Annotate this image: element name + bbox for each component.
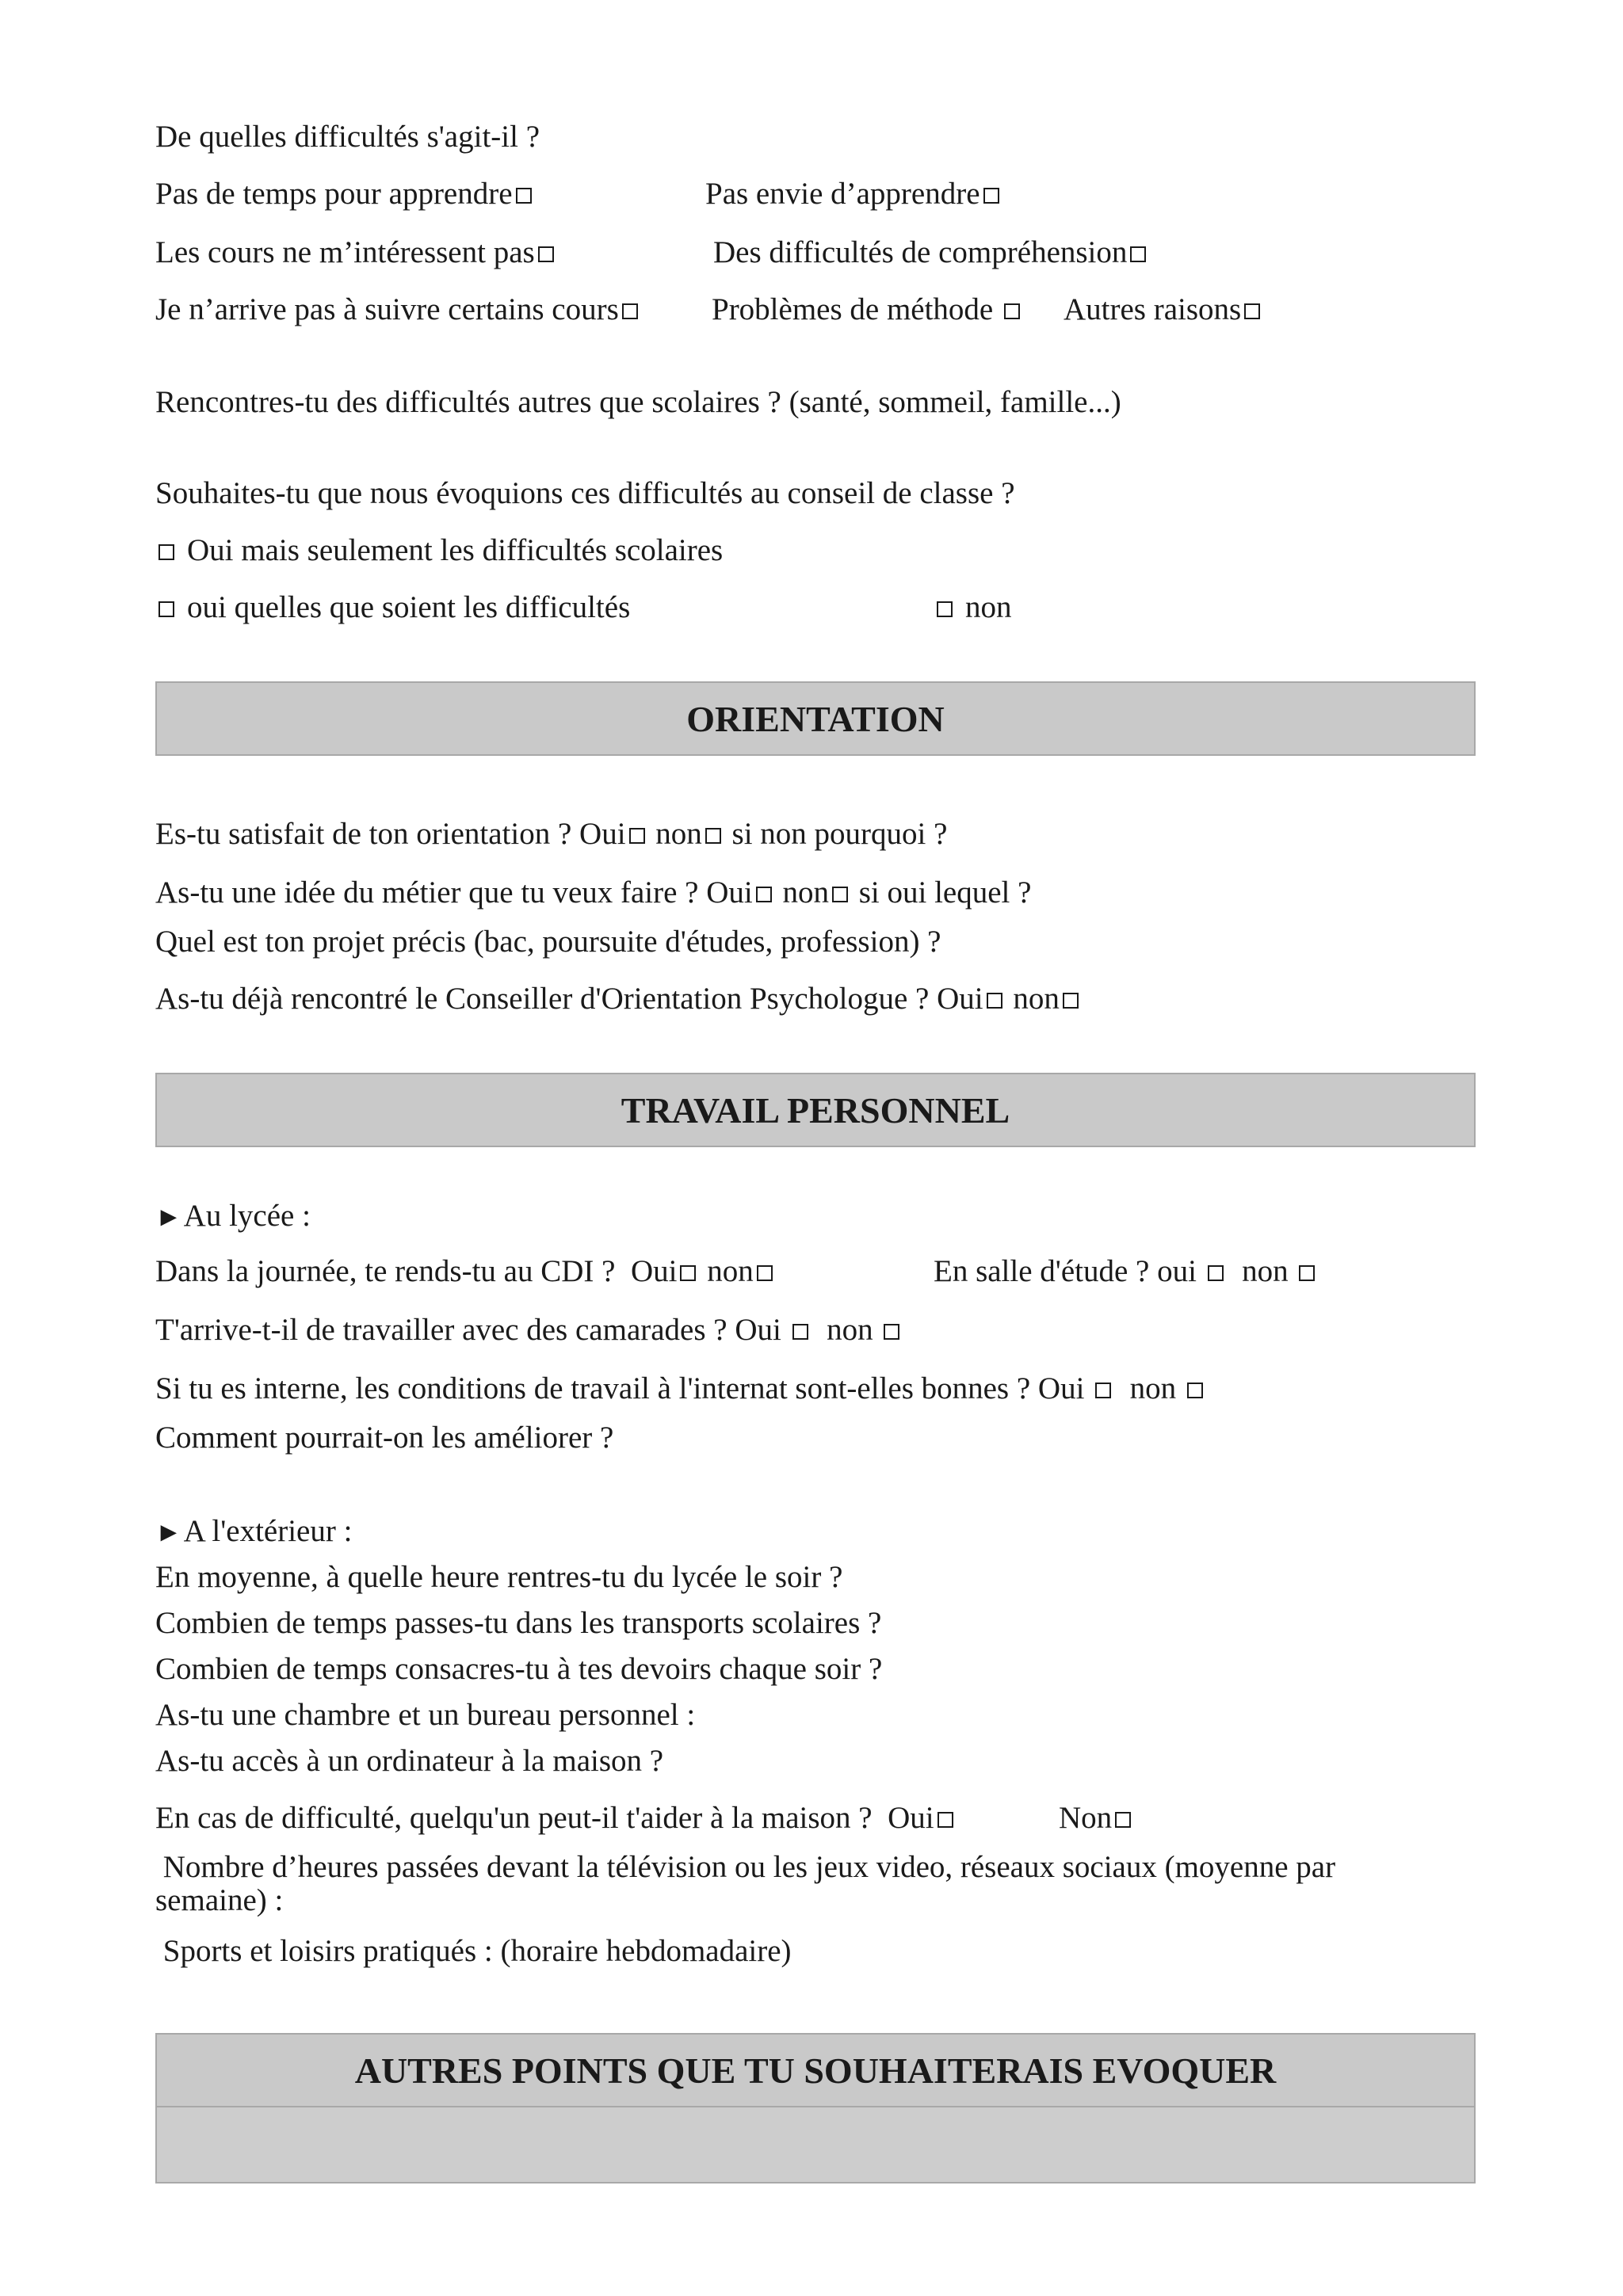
ext-chambre: As-tu une chambre et un bureau personnel :	[155, 1698, 696, 1732]
checkbox[interactable]	[937, 601, 953, 617]
opt-pas-envie: Pas envie d’apprendre	[705, 176, 1002, 212]
autres-difficultes: Rencontres-tu des difficultés autres que scolaires ? (santé, sommeil, famille...)	[155, 385, 1121, 419]
checkbox[interactable]	[938, 1812, 953, 1828]
section-title: AUTRES POINTS QUE TU SOUHAITERAIS EVOQUER	[354, 2050, 1277, 2091]
checkbox[interactable]	[1004, 303, 1020, 319]
section-header-orientation	[155, 681, 1476, 756]
opt-cours-interet: Les cours ne m’intéressent pas	[155, 235, 557, 271]
checkbox[interactable]	[792, 1324, 808, 1340]
checkbox[interactable]	[1130, 246, 1146, 262]
difficultes-question: De quelles difficultés s'agit-il ?	[155, 120, 540, 154]
checkbox[interactable]	[629, 828, 645, 844]
aide-question: En cas de difficulté, quelqu'un peut-il t'aider à la maison ? Oui	[155, 1800, 957, 1836]
checkbox[interactable]	[756, 887, 772, 902]
checkbox[interactable]	[1187, 1383, 1203, 1398]
lycee-heading: ►Au lycée :	[155, 1199, 311, 1233]
aide-non: Non	[1059, 1800, 1134, 1836]
conseil-opt-scolaires: Oui mais seulement les difficultés scolaires	[155, 532, 723, 569]
checkbox[interactable]	[987, 993, 1002, 1009]
section-header-autres	[155, 2033, 1476, 2107]
checkbox[interactable]	[1095, 1383, 1111, 1398]
opt-methode: Problèmes de méthode	[712, 292, 1023, 328]
conseil-opt-toutes: oui quelles que soient les difficultés	[155, 589, 630, 626]
checkbox[interactable]	[516, 188, 532, 204]
checkbox[interactable]	[1244, 303, 1260, 319]
exterieur-heading: ►A l'extérieur :	[155, 1514, 353, 1548]
checkbox[interactable]	[158, 601, 174, 617]
section-title: ORIENTATION	[686, 699, 945, 739]
television-question: Nombre d’heures passées devant la télévision ou les jeux video, réseaux sociaux (moyenne par	[155, 1850, 1336, 1884]
ameliorer-question: Comment pourrait-on les améliorer ?	[155, 1421, 614, 1455]
section-title: TRAVAIL PERSONNEL	[621, 1090, 1010, 1131]
checkbox[interactable]	[1299, 1265, 1315, 1281]
checkbox[interactable]	[757, 1265, 773, 1281]
conseil-opt-non: non	[934, 589, 1012, 626]
ext-heure: En moyenne, à quelle heure rentres-tu du lycée le soir ?	[155, 1560, 843, 1594]
checkbox[interactable]	[622, 303, 638, 319]
cdi-question: Dans la journée, te rends-tu au CDI ? Oui non	[155, 1253, 776, 1290]
checkbox[interactable]	[158, 544, 174, 560]
etude-question: En salle d'étude ? oui non	[934, 1253, 1318, 1290]
internat-question: Si tu es interne, les conditions de travail à l'internat sont-elles bonnes ? Oui non	[155, 1371, 1206, 1407]
ext-devoirs: Combien de temps consacres-tu à tes devoirs chaque soir ?	[155, 1652, 883, 1686]
checkbox[interactable]	[1063, 993, 1079, 1009]
ext-transports: Combien de temps passes-tu dans les transports scolaires ?	[155, 1606, 882, 1640]
camarades-question: T'arrive-t-il de travailler avec des camarades ? Oui non	[155, 1312, 903, 1348]
checkbox[interactable]	[983, 188, 999, 204]
orientation-conseiller: As-tu déjà rencontré le Conseiller d'Orientation Psychologue ? Oui non	[155, 981, 1082, 1017]
checkbox[interactable]	[705, 828, 721, 844]
orientation-projet: Quel est ton projet précis (bac, poursuite d'études, profession) ?	[155, 925, 941, 959]
checkbox[interactable]	[884, 1324, 899, 1340]
pointer-triangle-icon: ►	[155, 1518, 182, 1547]
opt-suivre-cours: Je n’arrive pas à suivre certains cours	[155, 292, 641, 328]
opt-autres-raisons: Autres raisons	[1064, 292, 1263, 328]
opt-comprehension: Des difficultés de compréhension	[713, 235, 1149, 271]
checkbox[interactable]	[1115, 1812, 1131, 1828]
autres-answer-box[interactable]	[155, 2107, 1476, 2183]
section-header-travail	[155, 1073, 1476, 1147]
orientation-metier: As-tu une idée du métier que tu veux faire ? Oui non si oui lequel ?	[155, 875, 1032, 910]
conseil-question: Souhaites-tu que nous évoquions ces difficultés au conseil de classe ?	[155, 476, 1015, 510]
checkbox[interactable]	[832, 887, 848, 902]
orientation-satisfait: Es-tu satisfait de ton orientation ? Oui non si non pourquoi ?	[155, 817, 948, 851]
checkbox[interactable]	[680, 1265, 696, 1281]
ext-ordinateur: As-tu accès à un ordinateur à la maison ?	[155, 1744, 664, 1778]
television-question-cont: semaine) :	[155, 1883, 284, 1917]
checkbox[interactable]	[538, 246, 554, 262]
sports-question: Sports et loisirs pratiqués : (horaire hebdomadaire)	[155, 1934, 792, 1968]
pointer-triangle-icon: ►	[155, 1203, 182, 1232]
opt-pas-de-temps: Pas de temps pour apprendre	[155, 176, 535, 212]
checkbox[interactable]	[1208, 1265, 1224, 1281]
